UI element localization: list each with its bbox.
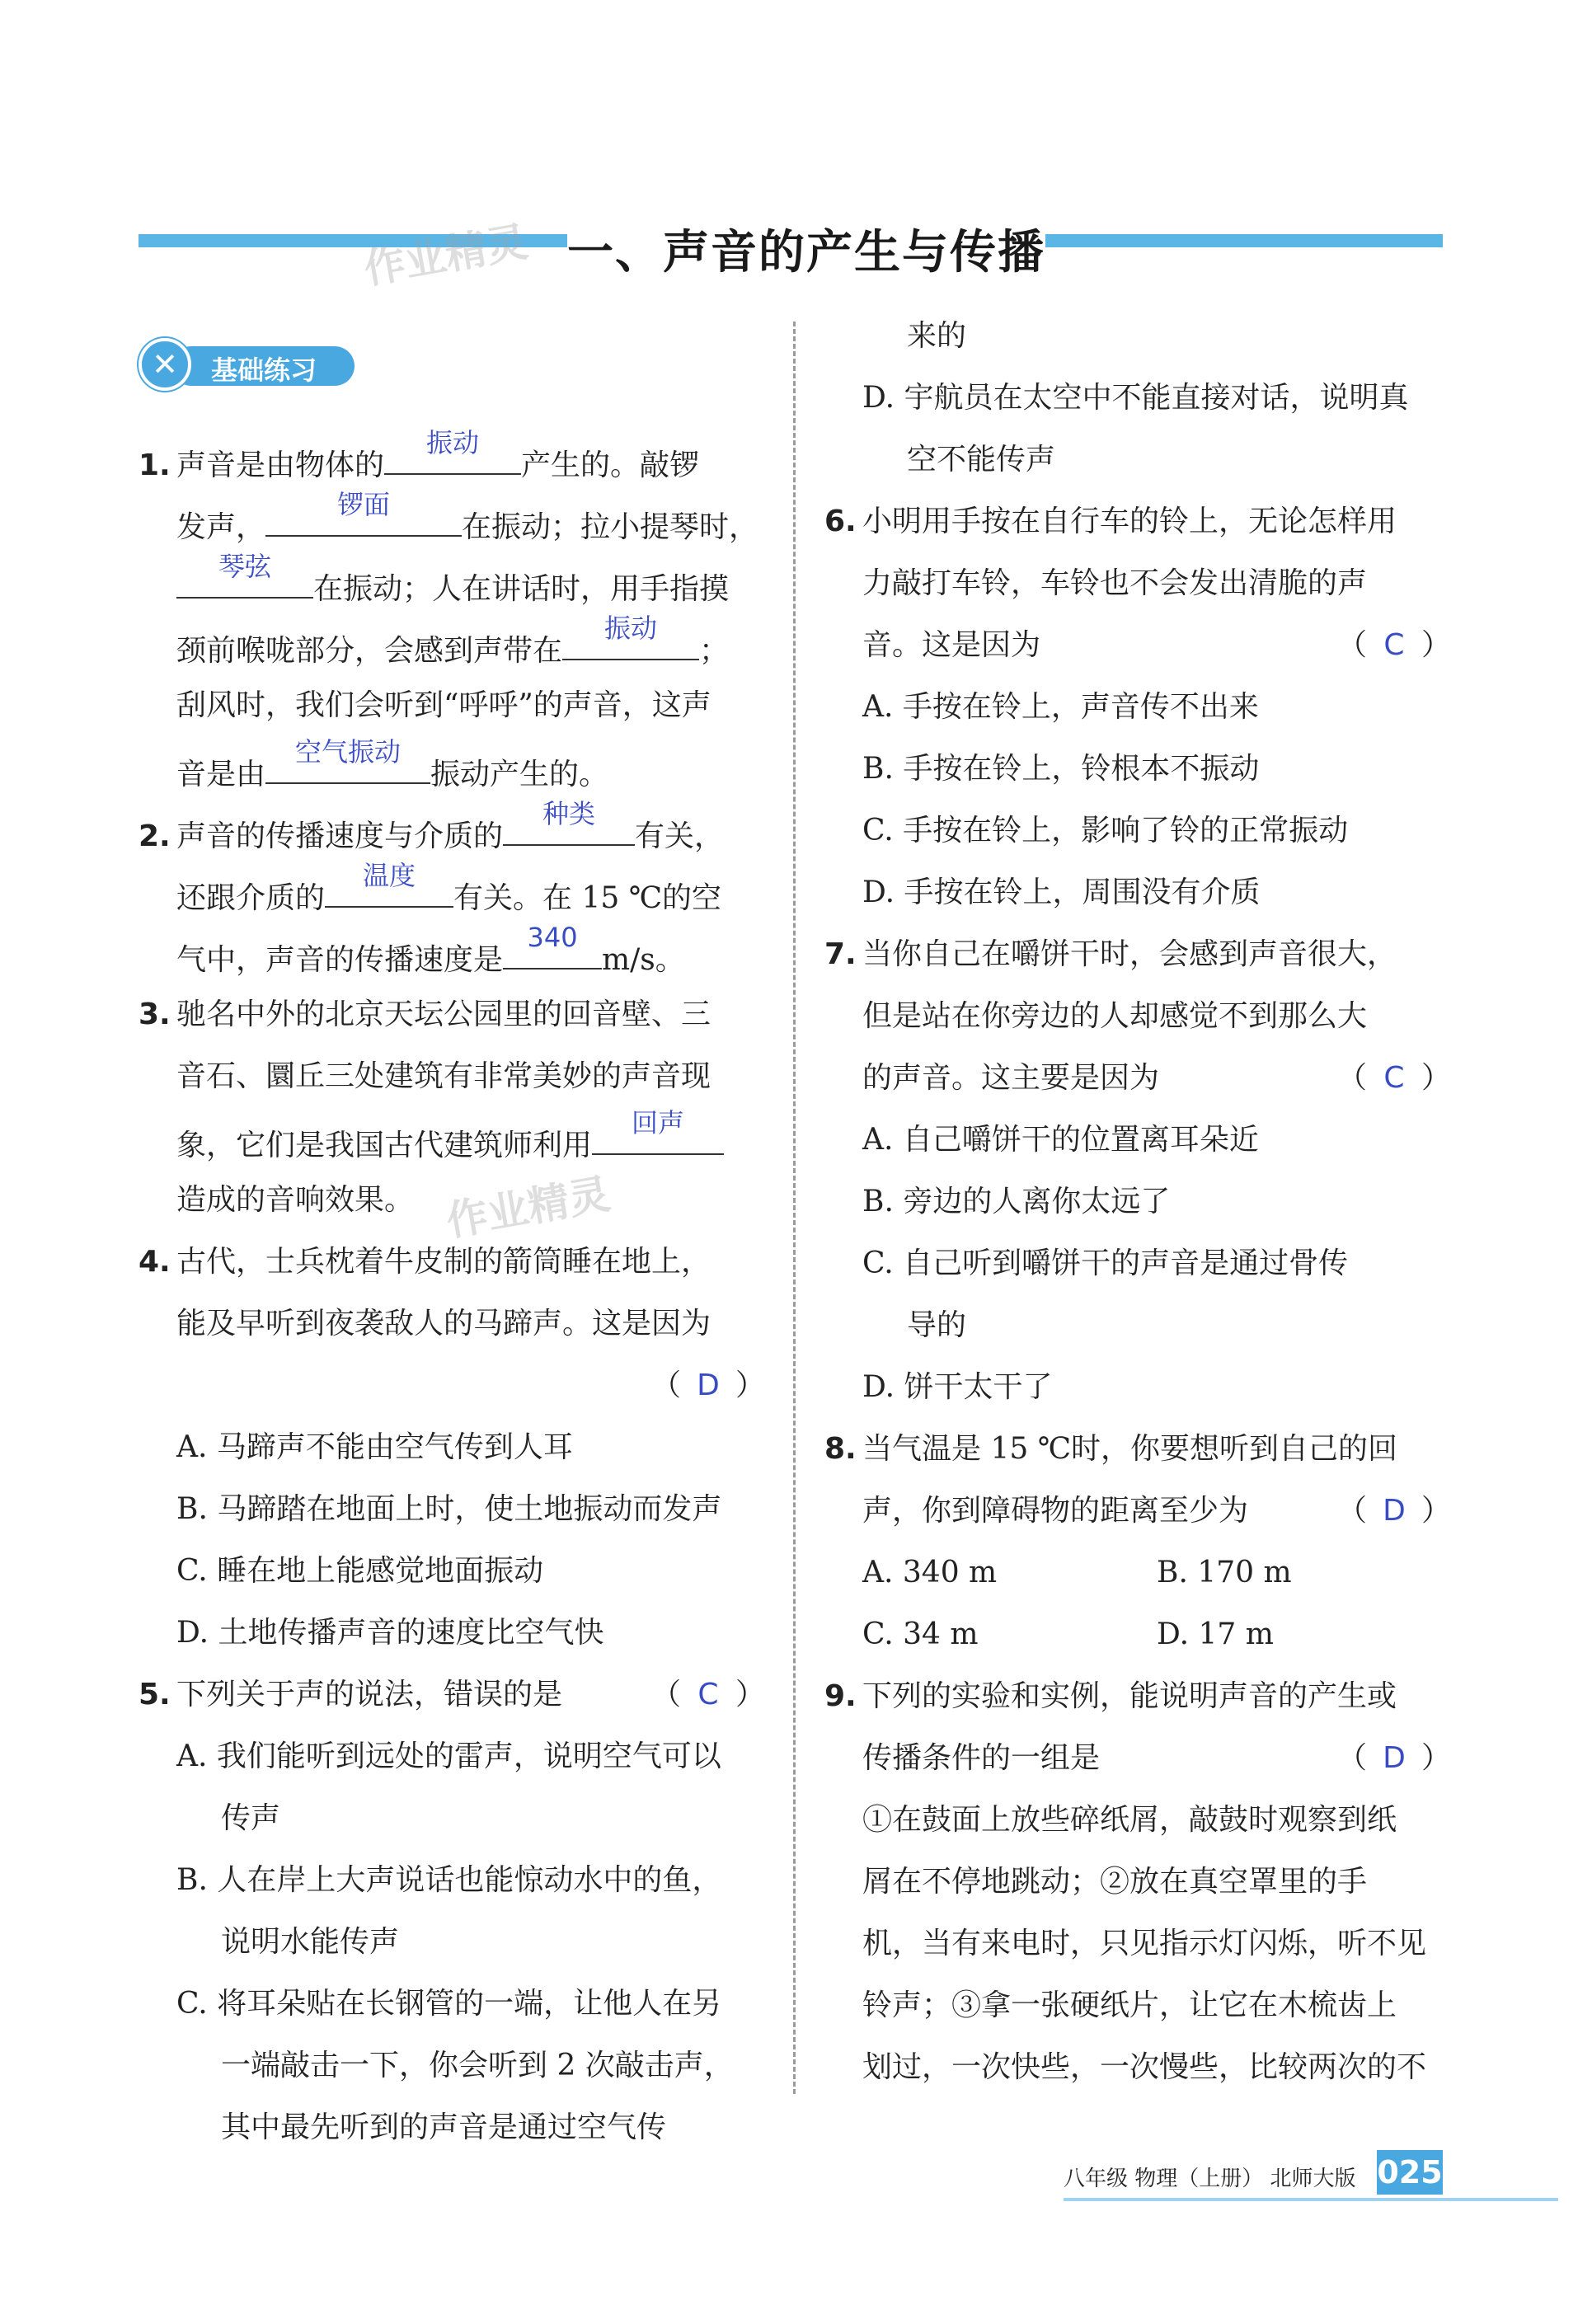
option-c: C. 自己听到嚼饼干的声音是通过骨传 [862,1247,1349,1280]
question-number: 9. [824,1679,857,1713]
question-7 [824,923,1451,1418]
question-text: 古代，士兵枕着牛皮制的箭筒睡在地上， [176,1245,711,1279]
answer-text: 空气振动 [295,736,402,768]
question-text: 有关， [635,819,725,853]
question-text: ①在鼓面上放些碎纸屑，敲鼓时观察到纸 [862,1803,1397,1837]
answer-text: 340 [527,922,578,953]
option-c-cont: 一端敲击一下，你会听到 2 次敲击声， [221,2049,734,2082]
answer-text: 温度 [363,860,416,891]
question-3 [139,984,765,1231]
question-text: 颈前喉咙部分，会感到声带在 [176,634,563,668]
question-5 [139,1664,765,2158]
answer-blank [176,551,313,599]
answer-blank [265,489,462,537]
choice-answer: （ C ） [1337,1047,1451,1109]
option-a: A. 自己嚼饼干的位置离耳朵近 [862,1123,1259,1157]
question-text: 驰名中外的北京天坛公园里的回音壁、三 [176,998,711,1031]
question-text: 发声， [176,510,266,544]
question-text: 当你自己在嚼饼干时，会感到声音很大， [862,937,1397,971]
answer-text: 种类 [542,798,596,829]
question-4 [139,1231,765,1664]
option-b: B. 170 m [1157,1556,1292,1589]
option-d: D. 17 m [1157,1617,1274,1651]
question-text: ； [699,634,730,668]
section-label: 基础练习 [211,354,317,386]
question-number: 5. [139,1678,171,1711]
option-a: A. 手按在铃上，声音传不出来 [862,690,1259,724]
option-a: A. 我们能听到远处的雷声，说明空气可以 [176,1739,721,1773]
section-badge [139,338,355,391]
choice-answer: （ D ） [1337,1727,1451,1789]
question-6 [824,491,1451,923]
page-number: 025 [1377,2150,1443,2195]
option-b: B. 旁边的人离你太远了 [862,1185,1171,1218]
answer-blank [562,613,699,660]
footer-rule [1064,2198,1558,2201]
question-text: 有关。在 15 ℃的空 [453,881,721,915]
question-text: 振动产生的。 [430,758,609,791]
question-text: 音石、圜丘三处建筑有非常美妙的声音现 [176,1059,711,1093]
option-c: C. 将耳朵贴在长钢管的一端，让他人在另 [176,1987,722,2021]
question-number: 2. [139,819,171,853]
answer-text: 振动 [604,613,658,644]
answer-text: 琴弦 [218,551,271,582]
question-text: 划过，一次快些，一次慢些，比较两次的不 [862,2050,1427,2084]
question-8 [824,1418,1451,1665]
question-text: 声音的传播速度与介质的 [176,819,504,853]
question-text: 象，它们是我国古代建筑师利用 [176,1129,593,1162]
question-text: 音。这是因为 [862,628,1041,662]
answer-text: 振动 [426,427,480,458]
question-text: 铃声；③拿一张硬纸片，让它在木梳齿上 [862,1988,1397,2022]
answer-blank [503,922,602,970]
question-number: 6. [824,505,857,538]
option-d: D. 土地传播声音的速度比空气快 [176,1616,604,1650]
question-text: 下列关于声的说法，错误的是 [176,1678,563,1711]
question-text: 小明用手按在自行车的铃上，无论怎样用 [862,505,1397,538]
question-number: 4. [139,1245,171,1279]
question-text: 还跟介质的 [176,881,326,915]
question-text: 传播条件的一组是 [862,1741,1101,1775]
chapter-title-bar [139,223,1443,279]
page-footer [1064,2150,1558,2200]
answer-text: 回声 [632,1107,685,1139]
answer-text: C [1383,1061,1405,1095]
question-text: 音是由 [176,758,266,791]
option-d: D. 手按在铃上，周围没有介质 [862,876,1261,909]
choice-answer: （ D ） [651,1354,765,1416]
option-c-cont: 导的 [907,1308,967,1342]
question-text: 刮风时，我们会听到“呼呼”的声音，这声 [176,688,711,722]
answer-text: D [1383,1741,1406,1775]
question-text: 产生的。敲锣 [521,448,700,482]
question-text: 机，当有来电时，只见指示灯闪烁，听不见 [862,1927,1427,1960]
answer-text: C [1383,628,1405,662]
option-b: B. 马蹄踏在地面上时，使土地振动而发声 [176,1492,722,1526]
question-text: 在振动；人在讲话时，用手指摸 [313,572,730,606]
question-number: 7. [824,937,857,971]
option-d-cont: 空不能传声 [907,443,1056,477]
question-number: 3. [139,998,171,1031]
question-number: 8. [824,1432,857,1466]
pencil-icon: ✕ [139,338,191,391]
question-text: 气中，声音的传播速度是 [176,943,504,977]
answer-blank [265,736,430,784]
answer-blank [325,860,453,908]
column-divider [793,322,796,2094]
question-1 [139,427,765,798]
option-c: C. 手按在铃上，影响了铃的正常振动 [862,814,1349,847]
option-a: A. 马蹄声不能由空气传到人耳 [176,1430,573,1464]
answer-blank [384,427,521,475]
choice-answer: （ D ） [1337,1480,1451,1542]
question-text: 能及早听到夜袭敌人的马蹄声。这是因为 [176,1307,711,1340]
answer-blank [592,1107,724,1155]
option-b-cont: 说明水能传声 [221,1925,400,1959]
question-text: 下列的实验和实例，能说明声音的产生或 [862,1679,1397,1713]
option-b: B. 人在岸上大声说话也能惊动水中的鱼， [176,1863,722,1897]
watermark: 作业精灵 [443,1170,614,1246]
choice-answer: （ C ） [1337,614,1451,676]
title-rule-right [1045,234,1443,247]
option-d: D. 饼干太干了 [862,1370,1053,1404]
chapter-title: 一、声音的产生与传播 [567,226,1045,279]
option-a: A. 340 m [862,1556,998,1589]
question-2 [139,798,765,984]
option-c: C. 睡在地上能感觉地面振动 [176,1554,544,1588]
right-column [824,305,1451,2098]
choice-answer: （ C ） [651,1664,765,1725]
answer-text: 锣面 [337,489,391,520]
answer-blank [503,798,635,846]
question-text: 屑在不停地跳动；②放在真空罩里的手 [862,1865,1368,1899]
question-text: 当气温是 15 ℃时，你要想听到自己的回 [862,1432,1397,1466]
option-c-cont: 其中最先听到的声音是通过空气传 [221,2110,667,2144]
question-9 [824,1665,1451,2098]
question-text: m/s。 [602,943,685,977]
option-c: C. 34 m [862,1617,979,1651]
question-text: 的声音。这主要是因为 [862,1061,1160,1095]
left-column [139,427,765,2158]
option-b: B. 手按在铃上，铃根本不振动 [862,752,1260,786]
question-number: 1. [139,448,171,482]
option-c-cont: 来的 [907,319,967,353]
answer-text: C [697,1678,719,1711]
answer-text: D [697,1369,720,1402]
watermark: 作业精灵 [360,218,532,293]
question-text: 但是站在你旁边的人却感觉不到那么大 [862,999,1368,1033]
question-text: 声，你到障碍物的距离至少为 [862,1494,1249,1528]
question-text: 声音是由物体的 [176,448,385,482]
question-text: 力敲打车铃，车铃也不会发出清脆的声 [862,566,1368,600]
option-d: D. 宇航员在太空中不能直接对话，说明真 [862,381,1409,415]
option-a-cont: 传声 [221,1801,281,1835]
question-text: 在振动；拉小提琴时， [462,510,759,544]
answer-text: D [1383,1494,1406,1528]
book-info: 八年级 物理（上册） 北师大版 [1064,2167,1356,2191]
question-text: 造成的音响效果。 [176,1183,415,1217]
